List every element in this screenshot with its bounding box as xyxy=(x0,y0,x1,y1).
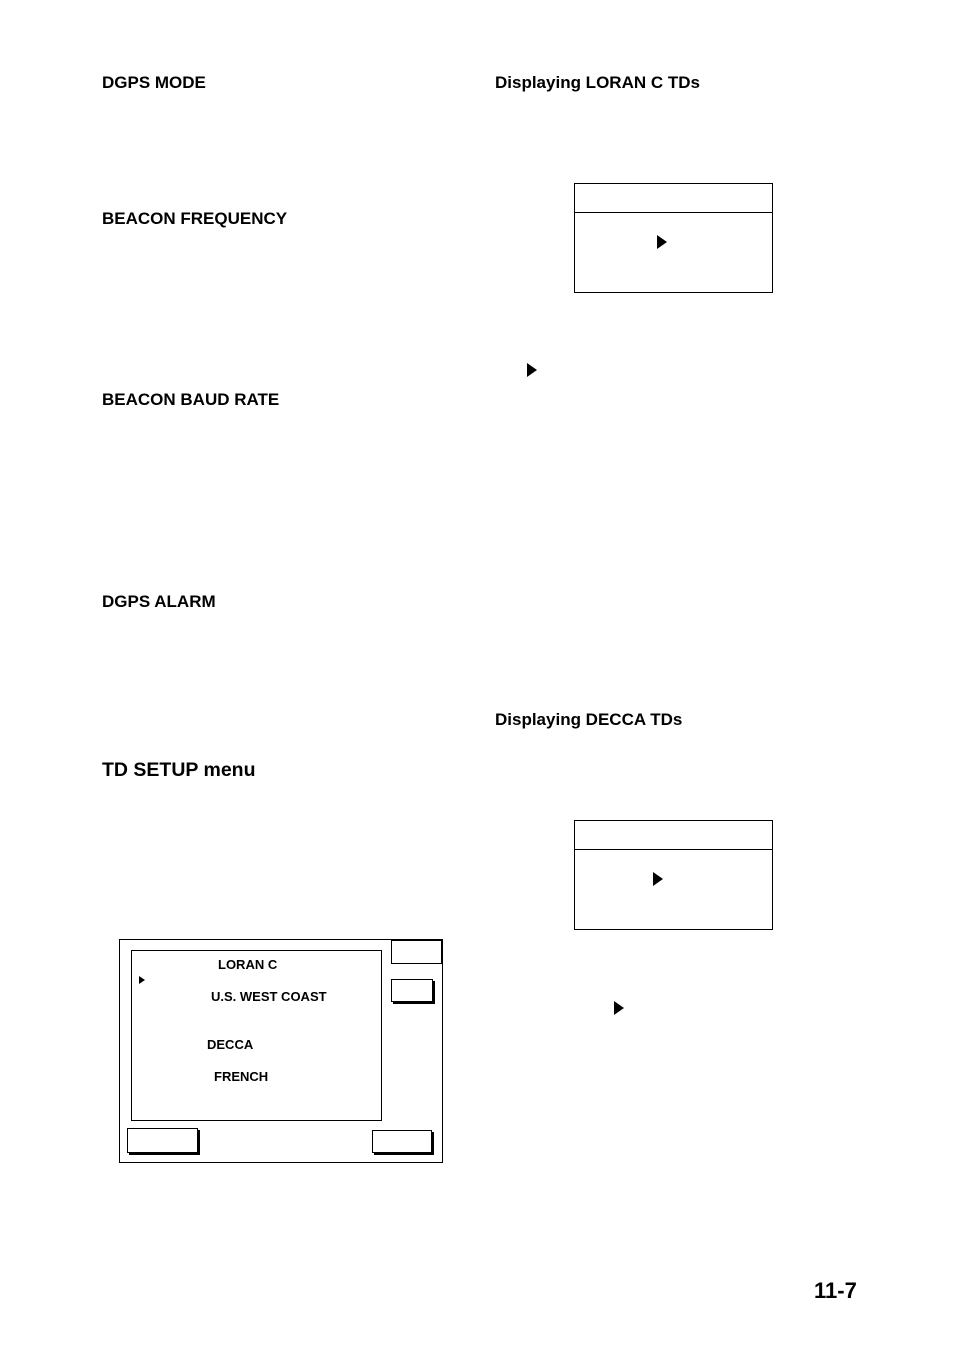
cursor-arrow-icon xyxy=(657,235,667,249)
step-arrow-icon xyxy=(614,1001,624,1015)
td-setup-screen xyxy=(119,939,443,1163)
screen-tab-box[interactable] xyxy=(391,940,442,964)
heading-beacon-baud-rate: BEACON BAUD RATE xyxy=(102,390,280,409)
figure-divider xyxy=(575,849,772,850)
section-title-td-setup: TD SETUP menu xyxy=(102,759,256,781)
heading-displaying-decca: Displaying DECCA TDs xyxy=(495,710,683,729)
decca-label[interactable]: DECCA xyxy=(207,1037,254,1052)
cursor-arrow-icon xyxy=(653,872,663,886)
heading-displaying-loran: Displaying LORAN C TDs xyxy=(495,73,700,92)
menu-window xyxy=(131,950,382,1121)
decca-display-figure xyxy=(574,820,773,930)
step-arrow-icon xyxy=(527,363,537,377)
figure-divider xyxy=(575,212,772,213)
loran-label[interactable]: LORAN C xyxy=(218,957,278,972)
page-number: 11-7 xyxy=(814,1278,857,1303)
side-button[interactable] xyxy=(391,979,433,1002)
loran-display-figure xyxy=(574,183,773,293)
loran-chain-value[interactable]: U.S. WEST COAST xyxy=(211,989,327,1004)
bottom-right-button[interactable] xyxy=(372,1130,432,1153)
bottom-left-button[interactable] xyxy=(127,1128,198,1153)
heading-beacon-frequency: BEACON FREQUENCY xyxy=(102,209,288,228)
heading-dgps-alarm: DGPS ALARM xyxy=(102,592,216,611)
menu-cursor-icon xyxy=(139,976,145,984)
heading-dgps-mode: DGPS MODE xyxy=(102,73,206,92)
decca-chain-value[interactable]: FRENCH xyxy=(214,1069,269,1084)
